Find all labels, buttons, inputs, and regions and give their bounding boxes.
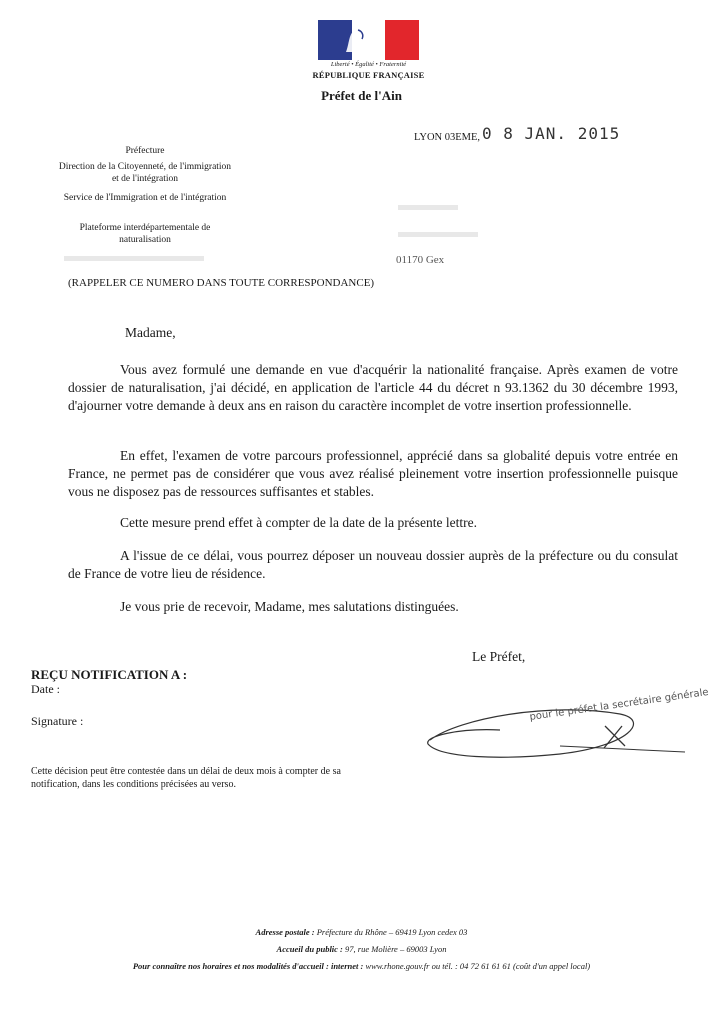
date-stamp: 0 8 JAN. 2015 [482,124,621,143]
page-title: Préfet de l'Ain [321,88,402,103]
sender-plateforme: Plateforme interdépartementale de naturalisation [79,223,211,245]
receipt-signature-label: Signature : [31,714,84,728]
salutation: Madame, [125,325,176,340]
redacted-recipient-street [398,232,478,237]
paragraph-3: Cette mesure prend effet à compter de la date de la présente lettre. [120,515,477,530]
paragraph-4: A l'issue de ce délai, vous pourrez déposer un nouveau dossier auprès de la préfecture ou du consulat de France de votre lieu de résidence. [68,548,678,581]
contest-note: Cette décision peut être contestée dans un délai de deux mois à compter de sa notification, dans les conditions précisées au verso. [31,766,341,790]
redacted-reference [64,256,204,261]
sender-prefecture: Préfecture [125,146,165,156]
footer-public: Accueil du public : 97, rue Molière – 69003 Lyon [276,944,447,954]
paragraph-2: En effet, l'examen de votre parcours professionnel, apprécié dans sa globalité depuis votre entrée en France, ne permet pas de considérer que vous avez réalisé pleinement votre insertion professionnelle puisque vous ne disposez pas de ressources suffisantes et stables. [68,448,678,499]
footer-postal: Adresse postale : Préfecture du Rhône – 69419 Lyon cedex 03 [255,927,468,937]
reference-note: (RAPPELER CE NUMERO DANS TOUTE CORRESPONDANCE) [68,277,375,289]
footer-hours: Pour connaître nos horaires et nos modalités d'accueil : internet : www.rhone.gouv.fr ou tél. : 04 72 61 61 61 (coût d'un appel local) [132,961,591,971]
signature-stamp [400,686,710,768]
republic-motto: Liberté • Égalité • Fraternité [330,61,407,68]
marianne-icon [338,22,378,58]
paragraph-5: Je vous prie de recevoir, Madame, mes salutations distinguées. [120,599,459,614]
sender-direction: Direction de la Citoyenneté, de l'immigration et de l'intégration [58,162,232,184]
svg-text:pour le préfet la secrétaire g: pour le préfet la secrétaire générale [528,686,710,723]
paragraph-1: Vous avez formulé une demande en vue d'acquérir la nationalité française. Après examen de votre dossier de naturalisation, j'ai décidé, en application de l'article 44 du décret n 93.1362 du 30 décembre 1993, d'ajourner votre demande à deux ans en raison du caractère incomplet de votre insertion professionnelle. [68,362,678,413]
letter-city: LYON 03EME, [414,132,481,143]
recipient-postcode: 01170 Gex [396,254,445,266]
republic-name: RÉPUBLIQUE FRANÇAISE [312,70,425,80]
redacted-recipient-name [398,205,458,210]
signer-title: Le Préfet, [472,649,526,664]
receipt-date-label: Date : [31,682,60,696]
receipt-title: REÇU NOTIFICATION A : [31,667,188,682]
sender-service: Service de l'Immigration et de l'intégration [63,193,227,203]
